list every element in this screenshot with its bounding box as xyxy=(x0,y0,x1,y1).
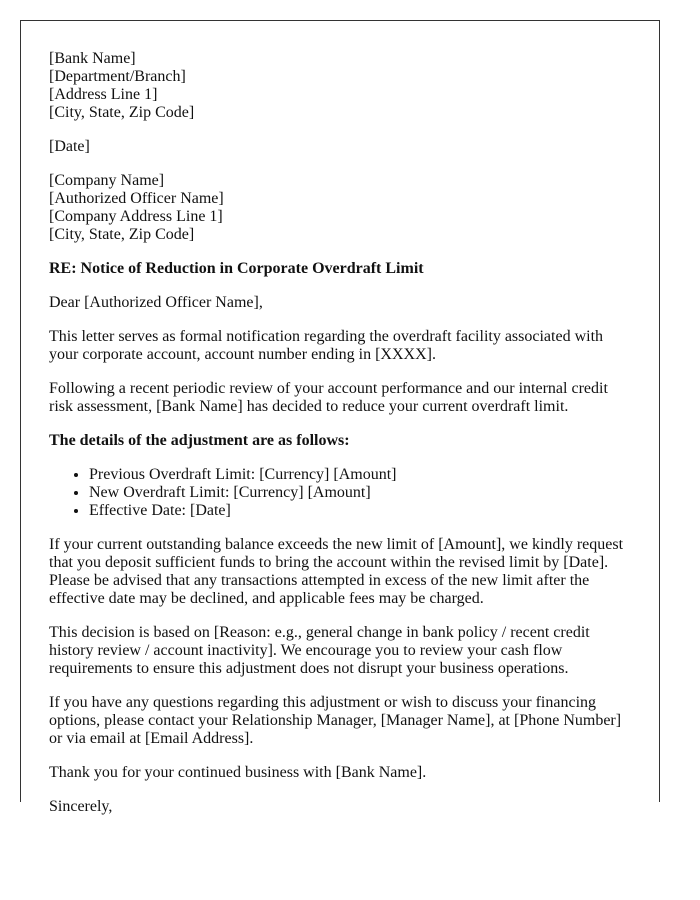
details-heading: The details of the adjustment are as follows: xyxy=(49,432,350,449)
letter-body xyxy=(21,21,659,816)
contact-paragraph: If you have any questions regarding this adjustment or wish to discuss your financing options, please contact your Relationship Manager, [Manager Name], at [Phone Number] or via email at [Email Address]. xyxy=(49,694,622,747)
recipient-address-block xyxy=(49,172,631,244)
recipient-company-name: [Company Name] xyxy=(49,172,165,189)
balance-paragraph: If your current outstanding balance exceeds the new limit of [Amount], we kindly request that you deposit sufficient funds to bring the account within the revised limit by [Date]. Please be advised that any transactions attempted in excess of the new limit after the effective date may be declined, and applicable fees may be charged. xyxy=(49,536,624,607)
letter-date: [Date] xyxy=(49,138,90,155)
intro-paragraph: This letter serves as formal notification regarding the overdraft facility associated with your corporate account, account number ending in [XXXX]. xyxy=(49,328,604,363)
recipient-city-state-zip: [City, State, Zip Code] xyxy=(49,226,195,243)
reason-paragraph: This decision is based on [Reason: e.g., general change in bank policy / recent credit history review / account inactivity]. We encourage you to review your cash flow requirements to ensure this adjustment does not disrupt your business operations. xyxy=(49,624,590,677)
recipient-officer-name: [Authorized Officer Name] xyxy=(49,190,224,207)
subject-line: RE: Notice of Reduction in Corporate Overdraft Limit xyxy=(49,260,424,277)
sender-department: [Department/Branch] xyxy=(49,68,186,85)
salutation: Dear [Authorized Officer Name], xyxy=(49,294,263,311)
letter-page xyxy=(20,20,660,815)
details-list xyxy=(49,466,631,520)
details-item-new-limit: • New Overdraft Limit: [Currency] [Amount] xyxy=(89,484,631,502)
details-item-effective-date: • Effective Date: [Date] xyxy=(89,502,631,520)
details-item-previous-limit: • Previous Overdraft Limit: [Currency] [Amount] xyxy=(89,466,631,484)
sender-bank-name: [Bank Name] xyxy=(49,50,136,67)
closing: Sincerely, xyxy=(49,798,113,815)
sender-address-line-1: [Address Line 1] xyxy=(49,86,158,103)
recipient-address-line-1: [Company Address Line 1] xyxy=(49,208,223,225)
thanks-paragraph: Thank you for your continued business with [Bank Name]. xyxy=(49,764,427,781)
sender-city-state-zip: [City, State, Zip Code] xyxy=(49,104,195,121)
review-paragraph: Following a recent periodic review of your account performance and our internal credit risk assessment, [Bank Name] has decided to reduce your current overdraft limit. xyxy=(49,380,608,415)
sender-address-block xyxy=(49,50,631,122)
